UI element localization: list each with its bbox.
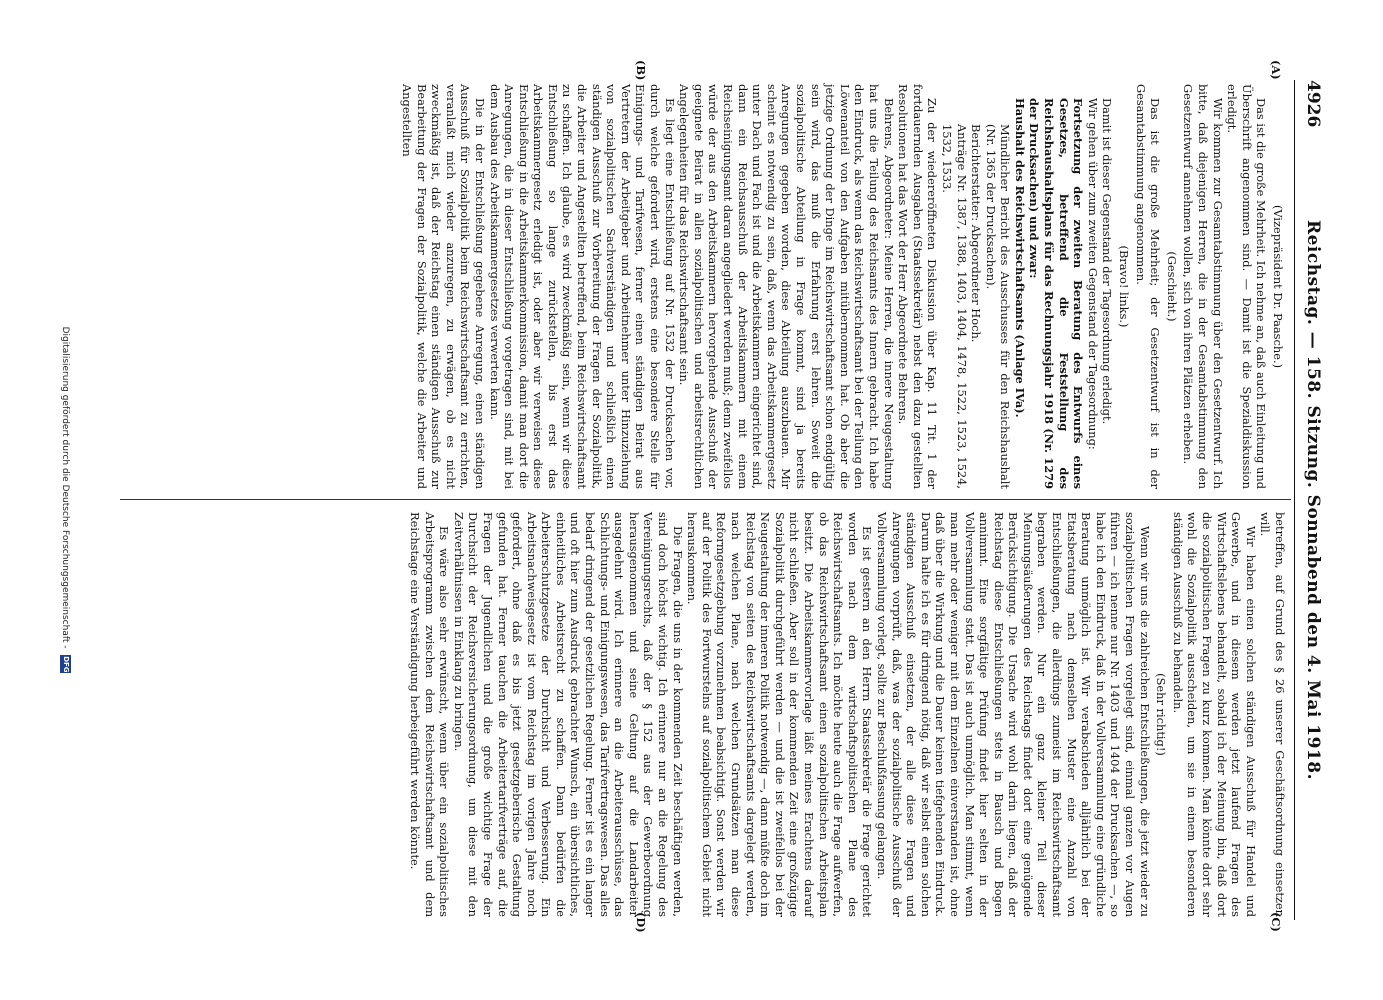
paragraph: (Bravo! links.) (1117, 245, 1132, 328)
margin-marker-a: (A) (1269, 60, 1283, 80)
paragraph: Das ist die große Mehrheit. Ich nehme an, daß auch Einleitung und Überschrift angenommen sind. — Damit ist die Spezialdiskussion erledigt. (1225, 84, 1269, 489)
right-column (407, 512, 1287, 917)
margin-marker-b: (B) (634, 60, 648, 81)
paragraph: Das ist die große Mehrheit; der Gesetzentwurf ist in der Gesamtabstimmung angenommen. (1133, 84, 1163, 489)
paragraph: Wenn wir uns die zahlreichen Entschließungen, die jetzt wieder zu sozialpolitischen Fragen vorgelegt sind, einmal ganzen vor Augen führen — ich nenne nur Nr. 1403 und 1404 der Drucksachen —, so habe ich den Eindruck, daß in der Vollversammlung eine gründliche Beratung unmöglich ist. Wir verabschieden alljährlich bei der Etatsberatung nach demselben Muster eine Anzahl von Entschließungen, die allerdings zumeist im Reichswirtschaftsamt begraben werden. Nur ein ganz kleiner Teil dieser Meinungsäußerungen des Reichstags findet dort eine genügende Berücksichtigung. Die Ursache wird wohl darin liegen, daß der Reichstag diese Entschließungen stets in Bausch und Bogen annimmt. Eine sorgfältige Prüfung findet hier selten in der Vollversammlung statt. Das ist auch unmöglich. Man stimmt, wenn man mehr oder weniger mit dem Einzelnen einverstanden ist, ohne daß über die Wirkung und die Dauer keinen tiefgehenden Eindruck. Darum halte ich es für dringend nötig, daß wir selbst einen solchen ständigen Ausschuß einsetzen, der alle diese Fragen und Anregungen vorprüft, daß, was der sozialpolitische Ausschuß der Vollversammlung vorlegt, sollte zur Beschlußfassung gelangen. (874, 512, 1152, 917)
header-rule (1294, 80, 1295, 920)
paragraph: (Geschieht.) (1164, 251, 1179, 322)
paragraph: Mündlicher Bericht des Ausschusses für den Reichshaushalt (Nr. 1365 der Drucksachen). (983, 124, 1013, 489)
footer (60, 0, 71, 1000)
margin-marker-c: (C) (1269, 912, 1283, 932)
paragraph: Die in der Entschließung gegebene Anregung, einen ständigen Ausschuß für Sozialpolitik beim Reichswirtschaftsamt zu errichten, veranlaßt mich wieder anzuregen, zu erwägen, ob es nicht zweckmäßig ist, daß der Reichstag einen ständigen Ausschuß zur Bearbeitung der Fragen der Sozialpolitik, welche die Arbeiter und Angestellten (399, 84, 487, 489)
paragraph: Fortsetzung der zweiten Beratung des Entwurfs eines Gesetzes, betreffend die Feststellung des Reichshaushaltsplans für das Rechnungsjahr 1918 (Nr. 1279 der Drucksachen) und zwar: (1027, 98, 1086, 489)
paragraph: Haushalt des Reichswirtschaftsamts (Anlage IVa). (1012, 98, 1027, 418)
paragraph: Es wäre also sehr erwünscht, wenn über ein sozialpolitisches Arbeitsprogramm zwischen dem Reichswirtschaftsamt und dem Reichstage eine Verständigung herbeigeführt werden könnte. (407, 512, 452, 917)
left-column (399, 84, 1287, 489)
page-number: 4926 (1303, 80, 1323, 128)
paragraph: Es liegt eine Entschließung auf Nr. 1532 der Drucksachen vor, durch welche gefordert wird, erstens eine besondere Stelle für Einigungs- und Tarifwesen, ferner einen ständigen Beirat aus Vertretern der Arbeitgeber und Arbeitnehmer unter Hinzuziehung von sozialpolitischen Sachverständigen und schließlich einen ständigen Ausschuß zur Vorbereitung der Fragen der Sozialpolitik, die Arbeiter und Angestellten betreffend, beim Reichswirtschaftsamt zu schaffen. Ich glaube, es wird zweckmäßig sein, wenn wir diese Entschließung so lange zurückstellen, bis erst das Arbeitskammergesetz erledigt ist, oder aber wir verweisen diese Entschließung in die Arbeitskammerkommission, damit man dort die Anregungen, die in dieser Entschließung vorgetragen sind, mit bei dem Ausbau des Arbeitskammergesetzes verwerten kann. (487, 84, 677, 489)
page-header (1299, 80, 1323, 920)
paragraph: (Vizepräsident Dr. Paasche.) (1271, 204, 1285, 369)
paragraph: Wir gehen über zum zweiten Gegenstand der Tagesordnung: (1085, 98, 1100, 450)
page-title: Reichstag. — 158. Sitzung. Sonnabend den 4. Mai 1918. (1303, 219, 1323, 780)
dfg-logo: DFG (62, 656, 70, 673)
column-divider (120, 499, 1291, 500)
paragraph: Behrens, Abgeordneter: Meine Herren, die innere Neugestaltung hat uns die Teilung des Reichsamts des Innern gebracht. Ich habe den Eindruck, als wenn das Reichswirtschaftsamt bei der Teilung den Löwenanteil von den Aufgaben mitübernommen hat. Ob aber die jetzige Ordnung der Dinge im Reichswirtschaftsamt schon endgültig sein wird, das muß die Erfahrung erst lehren. Soweit die sozialpolitische Abteilung in Frage kommt, sind ja bereits Anregungen gegeben worden, diese Abteilung auszubauen. Mir scheint es notwendig zu sein, daß, wenn das Arbeitskammergesetz unter Dach und Fach ist und die Arbeitskammern eingerichtet sind, dann ein Reichsausschuß der Arbeitskammern mit einem Reichseinigungsamt daran angegliedert werden muß; denn zweifellos würde der aus den Arbeitskammern hervorgehende Ausschuß der geeignete Beirat in allen sozialpolitischen und arbeitsrechtlichen Angelegenheiten für das Reichswirtschaftsamt sein. (677, 84, 896, 489)
paragraph: Die Fragen, die uns in der kommenden Zeit beschäftigen werden, sind doch höchst wichtig. Ich erinnere nur an die Regelung des Vereinigungsrechts, daß der § 152 aus der Gewerbeordnung herausgenommen und seine Geltung auf die Landarbeiter ausgedehnt wird. Ich erinnere an die Arbeiterausschüsse, das Schlichtungs- und Einigungswesen, das Tarifvertragswesen. Das alles bedarf dringend der gesetzlichen Regelung. Ferner ist es ein langer und oft hier zum Ausdruck gebrachter Wunsch, ein übersichtliches, einheitliches Arbeitsrecht zu schaffen. Dann bedürfen die Arbeiterschutzgesetze der Durchsicht und Verbesserung. Ein Arbeitsnachweisgesetz ist vom Reichstag im vorigen Jahre noch gefordert, ohne daß es bis jetzt gesetzgeberische Gestaltung gefunden hat. Ferner tauchen die Arbeitertarifverträge auf, die Fragen der Jugendlichen und die große wichtige Frage der Durchsicht der Reichsversicherungsordnung, um diese mit den Zeitverhältnissen in Einklang zu bringen. (451, 512, 685, 917)
paragraph: Damit ist dieser Gegenstand der Tagesordnung erledigt. (1100, 98, 1115, 425)
paragraph: Wir haben einen solchen ständigen Ausschuß für Handel und Gewerbe, und in diesem werden jetzt laufend Fragen des Wirtschaftslebens behandelt, sobald ich der Meinung bin, daß dort die sozialpolitischen Fragen zu kurz kommen. Man könnte dort sehr wohl die Sozialpolitik ausscheiden, um sie in einem besonderen ständigen Ausschuß zu behandeln. (1170, 512, 1258, 917)
paragraph: Wir kommen zur Gesamtabstimmung über den Gesetzentwurf. Ich bitte, daß diejenigen Herren, die in der Gesamtabstimmung den Gesetzentwurf annehmen wollen, sich von ihren Plätzen erheben. (1181, 84, 1225, 489)
paragraph: betreffen, auf Grund des § 26 unserer Geschäftsordnung einsetzen will. (1258, 512, 1287, 917)
paragraph: Berichterstatter: Abgeordneter Hoch. (969, 124, 984, 343)
footer-text: Digitalisierung gefördert durch die Deutsche Forschungsgemeinschaft - (60, 326, 70, 649)
paragraph: Anträge Nr. 1387, 1388, 1403, 1404, 1478, 1522, 1523, 1524, 1532, 1533. (939, 124, 969, 489)
paragraph: Es ist gestern an den Herrn Staatssekretär die Frage gerichtet worden nach dem wirtschaftspolitischen Plane des Reichswirtschaftsamts. Ich möchte heute auch die Frage aufwerfen, ob das Reichswirtschaftsamt einen sozialpolitischen Arbeitsplan besitzt. Die Arbeitskammervorlage läßt meines Erachtens darauf nicht schließen. Aber soll in der kommenden Zeit eine großzügige Sozialpolitik durchgeführt werden — und die ist zweifellos bei der Neugestaltung der inneren Politik notwendig —, dann müßte doch im Reichstag von seiten des Reichswirtschaftsamts dargelegt werden, nach welchen Plane, nach welchen Grundsätzen man diese Reformgesetzgebung vorzunehmen beabsichtigt. Sonst werden wir auf der Politik des Fortwurstelns auf sozialpolitischem Gebiet nicht herauskommen. (685, 512, 875, 917)
paragraph: Zu der wiedereröffneten Diskussion über Kap. 11 Tit. 1 der fortdauernden Ausgaben (Staatssekretär) nebst den dazu gestellten Resolutionen hat das Wort der Herr Abgeordnete Behrens. (896, 84, 940, 489)
margin-marker-d: (D) (634, 912, 648, 933)
paragraph: (Sehr richtig!) (1154, 673, 1169, 756)
